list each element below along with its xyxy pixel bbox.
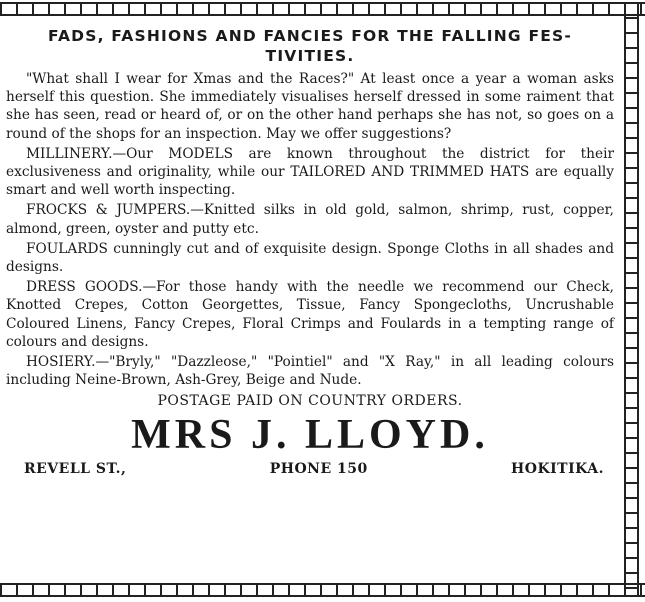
headline: FADS, FASHIONS AND FANCIES FOR THE FALLING FES- TIVITIES. — [47, 27, 573, 65]
intro-paragraph: "What shall I wear for Xmas and the Races?" At least once a year a woman asks herself this question. She immediately visualises herself dressed in some raiment that she has seen, read or heard of, or on the other hand perhaps she has not, so goes on a round of the shops for an inspection. May we offer suggestions? — [6, 71, 614, 142]
advert-content — [6, 20, 614, 580]
town: HOKITIKA. — [511, 461, 604, 478]
frocks-paragraph: FROCKS & JUMPERS.—Knitted silks in old gold, salmon, shrimp, rust, copper, almond, green, oyster and putty etc. — [6, 202, 614, 237]
footer-contact — [6, 459, 614, 477]
decorative-border-bottom — [0, 583, 645, 597]
dress-goods-paragraph: DRESS GOODS.—For those handy with the needle we recommend our Check, Knotted Crepes, Cotton Georgettes, Tissue, Fancy Spongecloths, Uncrushable Coloured Linens, Fancy Crepes, Floral Crimps and Foulards in a tempting range of colours and designs. — [6, 279, 614, 350]
postage-notice: POSTAGE PAID ON COUNTRY ORDERS. — [157, 393, 463, 410]
brand-name: MRS J. LLOYD. — [131, 412, 489, 459]
foulards-paragraph: FOULARDS cunningly cut and of exquisite design. Sponge Cloths in all shades and designs. — [6, 240, 614, 276]
phone: PHONE 150 — [269, 461, 368, 478]
decorative-border-top — [0, 2, 645, 16]
hosiery-paragraph: HOSIERY.—"Bryly," "Dazzleose," "Pointiel" and "X Ray," in all leading colours including Neine-Brown, Ash-Grey, Beige and Nude. — [6, 354, 614, 389]
millinery-paragraph: MILLINERY.—Our MODELS are known throughout the district for their exclusiveness and originality, while our TAILORED AND TRIMMED HATS are equally smart and well worth inspecting. — [6, 145, 614, 199]
decorative-border-right — [624, 2, 639, 597]
address: REVELL ST., — [24, 461, 127, 478]
